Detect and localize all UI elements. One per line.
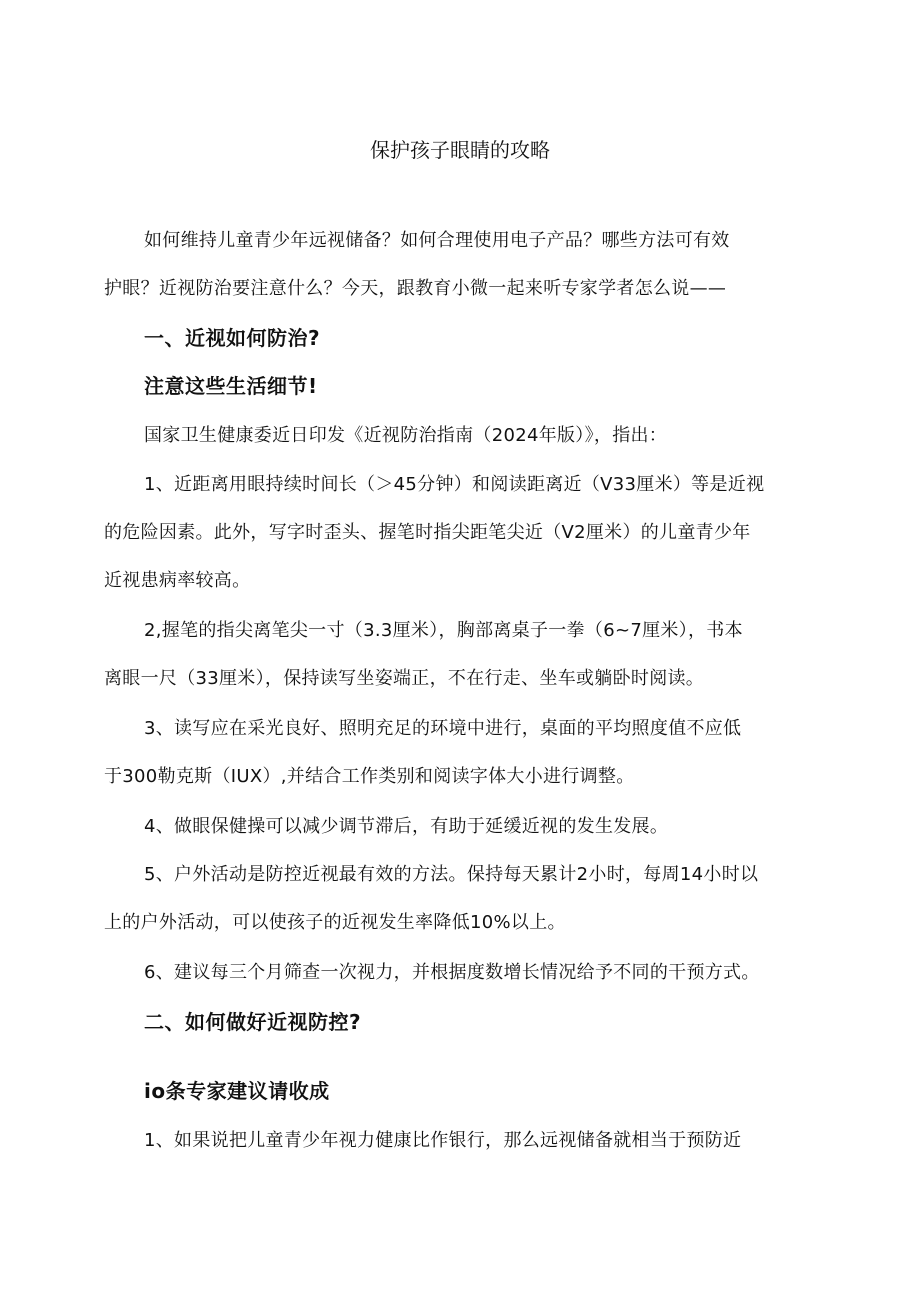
section1-heading: 一、近视如何防治? [144,326,321,350]
guideline-intro: 国家卫生健康委近日印发《近视防治指南（2024年版）》，指出： [144,425,668,446]
item-5-line-1: 5、户外活动是防控近视最有效的方法。保持每天累计2小时，每周14小时以 [144,864,759,885]
intro-line-1: 如何维持儿童青少年远视储备？如何合理使用电子产品？哪些方法可有效 [144,230,730,251]
item-2-line-2: 离眼一尺（33厘米），保持读写坐姿端正，不在行走、坐车或躺卧时阅读。 [104,668,705,689]
item-2-line-1: 2,握笔的指尖离笔尖一寸（3.3厘米），胸部离桌子一拳（6~7厘米），书本 [144,620,743,641]
item-3-line-1: 3、读写应在采光良好、照明充足的环境中进行，桌面的平均照度值不应低 [144,718,742,739]
document-title: 保护孩子眼睛的攻略 [370,138,550,162]
item-5-line-2: 上的户外活动，可以使孩子的近视发生率降低10%以上。 [104,912,566,933]
item-1-line-3: 近视患病率较高。 [104,570,251,591]
item-4-line-1: 4、做眼保健操可以减少调节滞后，有助于延缓近视的发生发展。 [144,816,669,837]
item-3-line-2: 于300勒克斯（IUX）,并结合工作类别和阅读字体大小进行调整。 [104,766,635,787]
item-6-line-1: 6、建议每三个月筛查一次视力，并根据度数增长情况给予不同的干预方式。 [144,962,760,983]
section2-item-1-line-1: 1、如果说把儿童青少年视力健康比作银行，那么远视储备就相当于预防近 [144,1130,742,1151]
section2-subheading: io条专家建议请收成 [144,1079,330,1103]
intro-line-2: 护眼？近视防治要注意什么？今天，跟教育小微一起来听专家学者怎么说—— [104,278,727,299]
section1-subheading: 注意这些生活细节! [144,374,318,398]
item-1-line-1: 1、近距离用眼持续时间长（＞45分钟）和阅读距离近（V33厘米）等是近视 [144,474,765,495]
section2-heading: 二、如何做好近视防控? [144,1010,362,1034]
item-1-line-2: 的危险因素。此外，写字时歪头、握笔时指尖距笔尖近（V2厘米）的儿童青少年 [104,522,751,543]
